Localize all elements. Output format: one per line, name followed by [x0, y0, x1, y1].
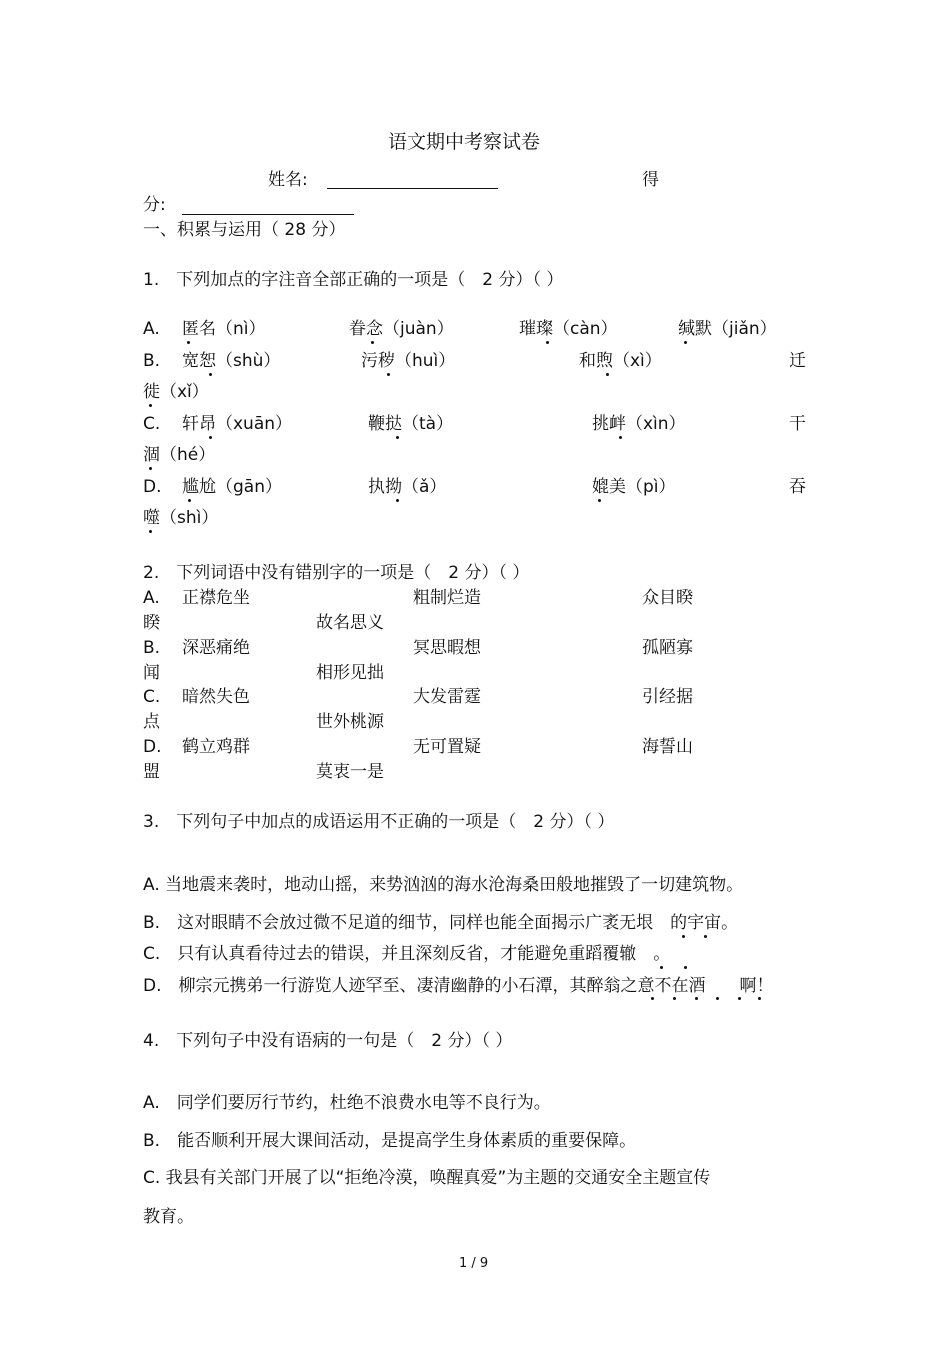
emphasis-dot	[187, 341, 190, 344]
q1-c-opt4-end: 涸（hé）	[143, 445, 216, 465]
q3-option-c: C. 只有认真看待过去的错误，并且深刻反省，才能避免重蹈覆辙 。	[143, 944, 671, 964]
emphasis-dot	[396, 499, 399, 502]
q4-option-b: B. 能否顺利开展大课间活动，是提高学生身体素质的重要保障。	[143, 1131, 637, 1151]
q1-b-opt3: 和煦（xì）	[579, 351, 662, 371]
q2-d-opt2: 无可置疑	[413, 737, 481, 757]
emphasis-dot	[149, 404, 152, 407]
emphasis-dot	[209, 436, 212, 439]
q2-d-opt4: 莫衷一是	[316, 762, 384, 782]
emphasis-dot	[149, 530, 152, 533]
emphasis-dot	[149, 467, 152, 470]
q1-stem: 1. 下列加点的字注音全部正确的一项是（ 2 分）（ ）	[143, 270, 564, 290]
name-underline	[327, 188, 498, 189]
q4-option-c-cont: 教育。	[143, 1207, 194, 1227]
q1-d-opt2: 执拗（ǎ）	[368, 477, 447, 497]
q2-c-label: C.	[143, 687, 161, 707]
q2-b-opt3-end: 闻	[143, 663, 160, 683]
emphasis-dot	[387, 373, 390, 376]
q1-d-opt4-end: 噬（shì）	[143, 508, 219, 528]
emphasis-dot	[371, 341, 374, 344]
name-label: 姓名:	[268, 170, 308, 190]
emphasis-dot	[619, 436, 622, 439]
emphasis-dot	[598, 499, 601, 502]
q1-b-opt4-end: 徙（xǐ）	[143, 382, 209, 402]
emphasis-dot	[396, 436, 399, 439]
q2-b-opt4: 相形见拙	[316, 663, 384, 683]
q2-d-opt3-start: 海誓山	[642, 737, 693, 757]
emphasis-dot	[660, 966, 663, 969]
q4-option-a: A. 同学们要厉行节约，杜绝不浪费水电等不良行为。	[143, 1093, 551, 1113]
q2-a-opt3-end: 睽	[143, 613, 160, 633]
emphasis-dot	[684, 966, 687, 969]
q3-option-d: D. 柳宗元携弟一行游览人迹罕至、凄清幽静的小石潭，其醉翁之意不在酒 啊！	[143, 976, 774, 996]
q3-option-b: B. 这对眼睛不会放过微不足道的细节，同样也能全面揭示广袤无垠 的宇宙。	[143, 913, 739, 933]
score-label-1: 得	[642, 170, 659, 190]
emphasis-dot	[682, 935, 685, 938]
q1-d-opt4-start: 吞	[789, 477, 806, 497]
score-label-2: 分:	[143, 195, 166, 215]
q2-d-opt1: 鹤立鸡群	[182, 737, 250, 757]
emphasis-dot	[546, 341, 549, 344]
q2-stem: 2. 下列词语中没有错别字的一项是（ 2 分）（ ）	[143, 563, 530, 583]
q1-d-label: D.	[143, 477, 162, 497]
q2-a-opt4: 故名思义	[316, 613, 384, 633]
q1-c-opt1: 轩昂（xuān）	[182, 414, 293, 434]
q3-stem: 3. 下列句子中加点的成语运用不正确的一项是（ 2 分）（ ）	[143, 812, 615, 832]
emphasis-dot	[673, 997, 676, 1000]
q2-a-opt1: 正襟危坐	[182, 588, 250, 608]
section-heading: 一、积累与运用（ 28 分）	[143, 220, 346, 240]
q1-c-opt2: 鞭挞（tà）	[368, 414, 454, 434]
emphasis-dot	[704, 935, 707, 938]
q4-option-c: C. 我县有关部门开展了以“拒绝冷漠，唤醒真爱”为主题的交通安全主题宣传	[143, 1168, 711, 1188]
emphasis-dot	[684, 341, 687, 344]
q2-a-opt2: 粗制烂造	[413, 588, 481, 608]
q1-b-opt2: 污秽（huì）	[361, 351, 456, 371]
q1-d-opt3: 媲美（pì）	[592, 477, 676, 497]
q1-b-label: B.	[143, 351, 161, 371]
emphasis-dot	[606, 373, 609, 376]
q1-a-opt3: 璀璨（càn）	[519, 319, 618, 339]
q2-b-opt3-start: 孤陋寡	[642, 638, 693, 658]
q2-d-opt3-end: 盟	[143, 762, 160, 782]
emphasis-dot	[651, 997, 654, 1000]
q1-c-opt4-start: 干	[789, 414, 806, 434]
q1-d-opt1: 尴尬（gān）	[182, 477, 282, 497]
q2-c-opt1: 暗然失色	[182, 687, 250, 707]
q2-b-label: B.	[143, 638, 161, 658]
q1-a-opt4: 缄默（jiǎn）	[678, 319, 777, 339]
q3-option-a: A. 当地震来袭时，地动山摇，来势汹汹的海水沧海桑田般地摧毁了一切建筑物。	[143, 875, 744, 895]
emphasis-dot	[758, 997, 761, 1000]
emphasis-dot	[716, 997, 719, 1000]
q2-c-opt3-start: 引经据	[642, 687, 693, 707]
q2-c-opt3-end: 点	[143, 712, 160, 732]
q2-b-opt1: 深恶痛绝	[182, 638, 250, 658]
q1-a-label: A.	[143, 319, 160, 339]
page-title: 语文期中考察试卷	[388, 131, 541, 153]
q1-b-opt4-start: 迁	[789, 351, 806, 371]
emphasis-dot	[695, 997, 698, 1000]
emphasis-dot	[738, 997, 741, 1000]
q1-c-label: C.	[143, 414, 161, 434]
q1-c-opt3: 挑衅（xìn）	[592, 414, 686, 434]
q1-a-opt1: 匿名（nì）	[182, 319, 266, 339]
q2-c-opt4: 世外桃源	[316, 712, 384, 732]
q4-stem: 4. 下列句子中没有语病的一句是（ 2 分）（ ）	[143, 1031, 513, 1051]
page-number: 1 / 9	[459, 1256, 489, 1271]
emphasis-dot	[209, 373, 212, 376]
q2-c-opt2: 大发雷霆	[413, 687, 481, 707]
q1-a-opt2: 眷念（juàn）	[349, 319, 454, 339]
q1-b-opt1: 宽恕（shù）	[182, 351, 281, 371]
q2-b-opt2: 冥思暇想	[413, 638, 481, 658]
score-underline	[182, 214, 354, 215]
q2-a-opt3-start: 众目睽	[642, 588, 693, 608]
q2-a-label: A.	[143, 588, 160, 608]
q2-d-label: D.	[143, 737, 162, 757]
emphasis-dot	[188, 499, 191, 502]
